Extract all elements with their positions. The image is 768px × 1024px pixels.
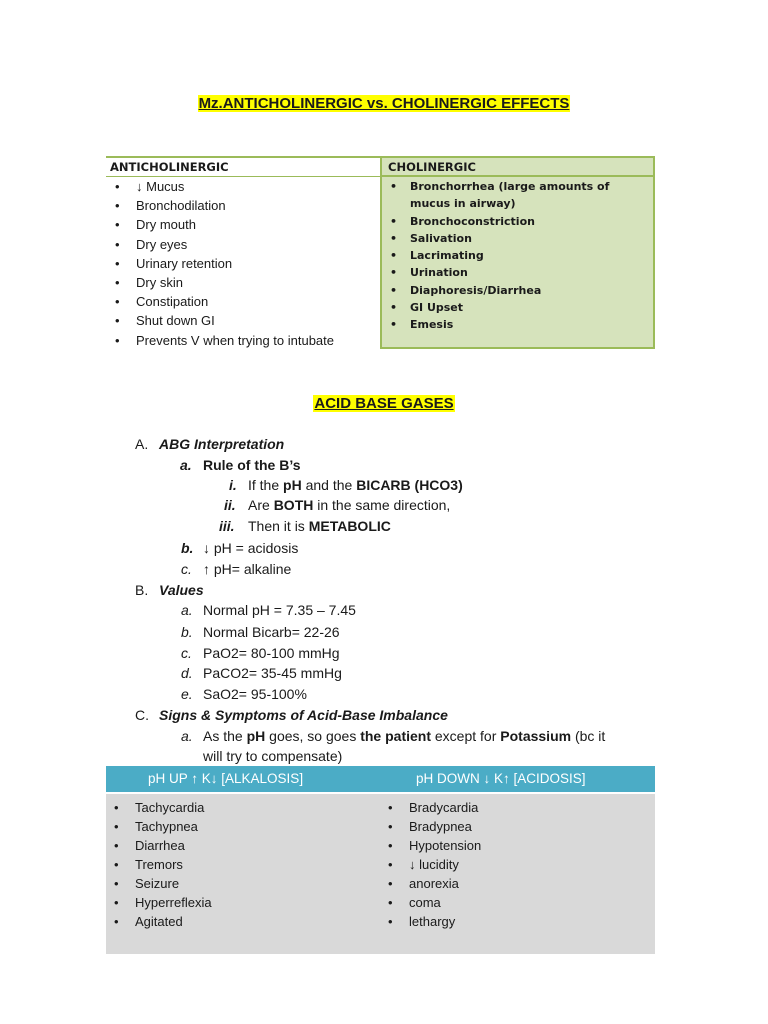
outline-a-b-text	[203, 540, 298, 556]
bold-text: METABOLIC	[308, 518, 391, 534]
list-item: • lethargy	[380, 912, 655, 931]
list-item: • Bronchorrhea (large amounts of mucus in airway)	[382, 178, 653, 213]
list-item: • Hyperreflexia	[106, 893, 380, 912]
list-item: • Emesis	[382, 316, 653, 333]
list-item: • Dry eyes	[106, 235, 380, 254]
value-text: PaO2= 80-100 mmHg	[203, 645, 340, 661]
outline-a-c-text: ↑ pH= alkaline	[203, 561, 292, 577]
list-item: • Dry mouth	[106, 215, 380, 234]
acid-base-table-body	[106, 792, 655, 954]
value-text: SaO2= 95-100%	[203, 686, 307, 702]
alkalosis-header: pH UP ↑ K↓ [ALKALOSIS]	[148, 771, 304, 786]
list-item: • Seizure	[106, 874, 380, 893]
outline-i-marker: i.	[229, 477, 237, 493]
outline-c-a-text	[203, 728, 605, 744]
outline-ii-marker: ii.	[224, 497, 236, 513]
text: If the	[248, 477, 284, 493]
acidosis-header: pH DOWN ↓ K↑ [ACIDOSIS]	[416, 771, 586, 786]
cholinergic-column	[380, 156, 655, 349]
outline-a-a-marker: a.	[180, 457, 192, 473]
bold-text: pH	[283, 477, 302, 493]
acidosis-list	[380, 798, 655, 931]
page-title-text: Mz.ANTICHOLINERGIC vs. CHOLINERGIC EFFECTS	[198, 95, 570, 112]
value-text: Normal pH = 7.35 – 7.45	[203, 602, 356, 618]
list-item: • anorexia	[380, 874, 655, 893]
text: (bc it	[571, 728, 606, 744]
outline-b-heading: Values	[159, 582, 204, 598]
cholinergic-header: CHOLINERGIC	[382, 158, 653, 177]
section-title	[0, 395, 768, 412]
list-item: • Shut down GI	[106, 311, 380, 330]
list-item: • Salivation	[382, 230, 653, 247]
value-marker: c.	[181, 645, 192, 661]
outline-c-a-marker: a.	[181, 728, 193, 744]
bold-text: pH	[246, 728, 266, 744]
outline-i-text	[248, 477, 463, 493]
list-item: • Tachycardia	[106, 798, 380, 817]
anticholinergic-header: ANTICHOLINERGIC	[106, 158, 380, 177]
outline-a-heading: ABG Interpretation	[159, 436, 285, 452]
outline-c-a-continued: will try to compensate)	[203, 748, 343, 764]
value-marker: a.	[181, 602, 193, 618]
list-item: • Tremors	[106, 855, 380, 874]
list-item: • Agitated	[106, 912, 380, 931]
text: except for	[431, 728, 501, 744]
list-item: • coma	[380, 893, 655, 912]
list-item: • ↓ Mucus	[106, 177, 380, 196]
list-item: • Bronchoconstriction	[382, 213, 653, 230]
text: and the	[301, 477, 357, 493]
text: As the	[203, 728, 247, 744]
value-text: Normal Bicarb= 22-26	[203, 624, 340, 640]
outline-c-marker: C.	[135, 707, 149, 723]
list-item: • Bradypnea	[380, 817, 655, 836]
list-item: • GI Upset	[382, 299, 653, 316]
bold-text: the patient	[360, 728, 431, 744]
list-item: • Lacrimating	[382, 247, 653, 264]
text: Are	[248, 497, 274, 513]
outline-a-marker: A.	[135, 436, 149, 452]
cholinergic-list	[382, 177, 653, 334]
section-title-text: ACID BASE GASES	[314, 395, 454, 412]
bold-text: BOTH	[273, 497, 314, 513]
list-item: • Diarrhea	[106, 836, 380, 855]
down-arrow-icon: ↓	[203, 540, 210, 556]
bold-text: BICARB (HCO3)	[356, 477, 463, 493]
outline-a-b-marker: b.	[181, 540, 194, 556]
list-item: • Dry skin	[106, 273, 380, 292]
outline-b-marker: B.	[135, 582, 149, 598]
text: goes, so goes	[265, 728, 361, 744]
value-marker: e.	[181, 686, 193, 702]
outline-iii-marker: iii.	[219, 518, 235, 534]
alkalosis-list	[106, 798, 380, 931]
page-title	[0, 95, 768, 112]
outline-c-heading: Signs & Symptoms of Acid-Base Imbalance	[159, 707, 448, 723]
outline-a-a-heading: Rule of the B’s	[203, 457, 301, 473]
value-marker: d.	[181, 665, 193, 681]
outline-ii-text	[248, 497, 450, 513]
list-item: • Constipation	[106, 292, 380, 311]
effects-table	[106, 156, 655, 349]
anticholinergic-list	[106, 177, 380, 350]
text: in the same direction,	[313, 497, 451, 513]
outline-a-c-marker: c.	[181, 561, 192, 577]
outline-iii-text	[248, 518, 391, 534]
list-item: • Bradycardia	[380, 798, 655, 817]
list-item: • Prevents V when trying to intubate	[106, 331, 380, 350]
list-item: • Bronchodilation	[106, 196, 380, 215]
acid-base-table-header	[106, 766, 655, 792]
text: Then it is	[248, 518, 309, 534]
anticholinergic-column	[106, 156, 380, 349]
list-item: • ↓ lucidity	[380, 855, 655, 874]
value-marker: b.	[181, 624, 193, 640]
acid-base-table	[106, 766, 655, 954]
bold-text: Potassium	[500, 728, 572, 744]
list-item: • Urination	[382, 264, 653, 281]
text: pH = acidosis	[210, 540, 299, 556]
list-item: • Tachypnea	[106, 817, 380, 836]
list-item: • Hypotension	[380, 836, 655, 855]
value-text: PaCO2= 35-45 mmHg	[203, 665, 342, 681]
list-item: • Diaphoresis/Diarrhea	[382, 282, 653, 299]
list-item: • Urinary retention	[106, 254, 380, 273]
